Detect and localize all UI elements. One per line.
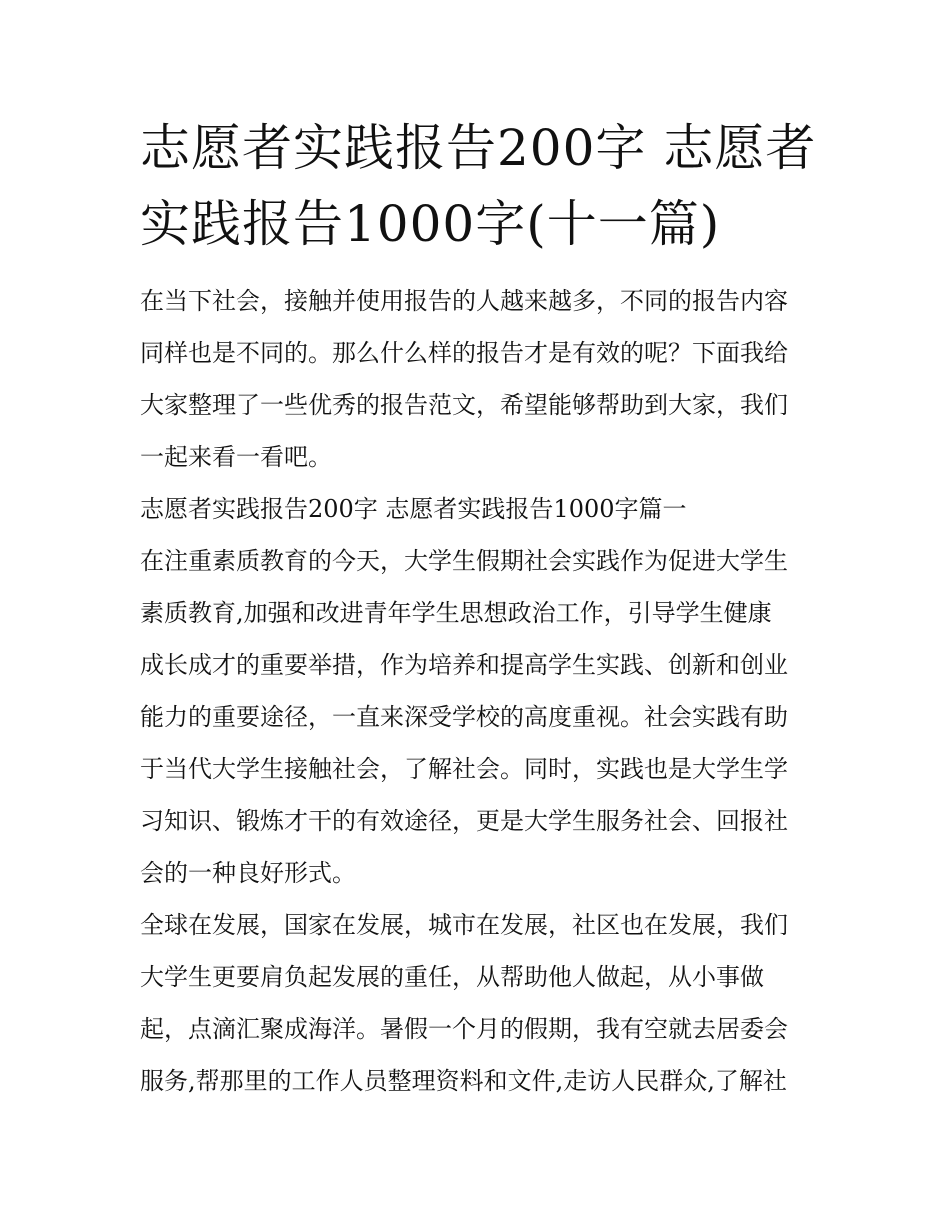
body-line: 一起来看一看吧。 <box>140 443 332 471</box>
body-line: 在当下社会，接触并使用报告的人越来越多，不同的报告内容 <box>140 287 788 315</box>
body-line: 素质教育,加强和改进青年学生思想政治工作，引导学生健康 <box>140 599 772 627</box>
body-line: 能力的重要途径，一直来深受学校的高度重视。社会实践有助 <box>140 703 788 731</box>
body-line: 于当代大学生接触社会，了解社会。同时，实践也是大学生学 <box>140 755 788 783</box>
body-line: 全球在发展，国家在发展，城市在发展，社区也在发展，我们 <box>140 911 788 939</box>
body-line: 大学生更要肩负起发展的重任，从帮助他人做起，从小事做 <box>140 963 764 991</box>
body-line: 习知识、锻炼才干的有效途径，更是大学生服务社会、回报社 <box>140 807 788 835</box>
section-heading: 志愿者实践报告200字 志愿者实践报告1000字篇一 <box>140 495 687 523</box>
body-line: 成长成才的重要举措，作为培养和提高学生实践、创新和创业 <box>140 651 788 679</box>
title-line-1: 志愿者实践报告200字 志愿者 <box>140 119 817 177</box>
title-line-2: 实践报告1000字(十一篇) <box>140 195 721 253</box>
body-line: 服务,帮那里的工作人员整理资料和文件,走访人民群众,了解社 <box>140 1067 787 1095</box>
body-line: 同样也是不同的。那么什么样的报告才是有效的呢？下面我给 <box>140 339 788 367</box>
document-body <box>140 275 815 1107</box>
body-line: 在注重素质教育的今天，大学生假期社会实践作为促进大学生 <box>140 547 788 575</box>
body-line: 起，点滴汇聚成海洋。暑假一个月的假期，我有空就去居委会 <box>140 1015 788 1043</box>
document-title <box>140 110 820 262</box>
body-line: 会的一种良好形式。 <box>140 859 356 887</box>
body-line: 大家整理了一些优秀的报告范文，希望能够帮助到大家，我们 <box>140 391 788 419</box>
